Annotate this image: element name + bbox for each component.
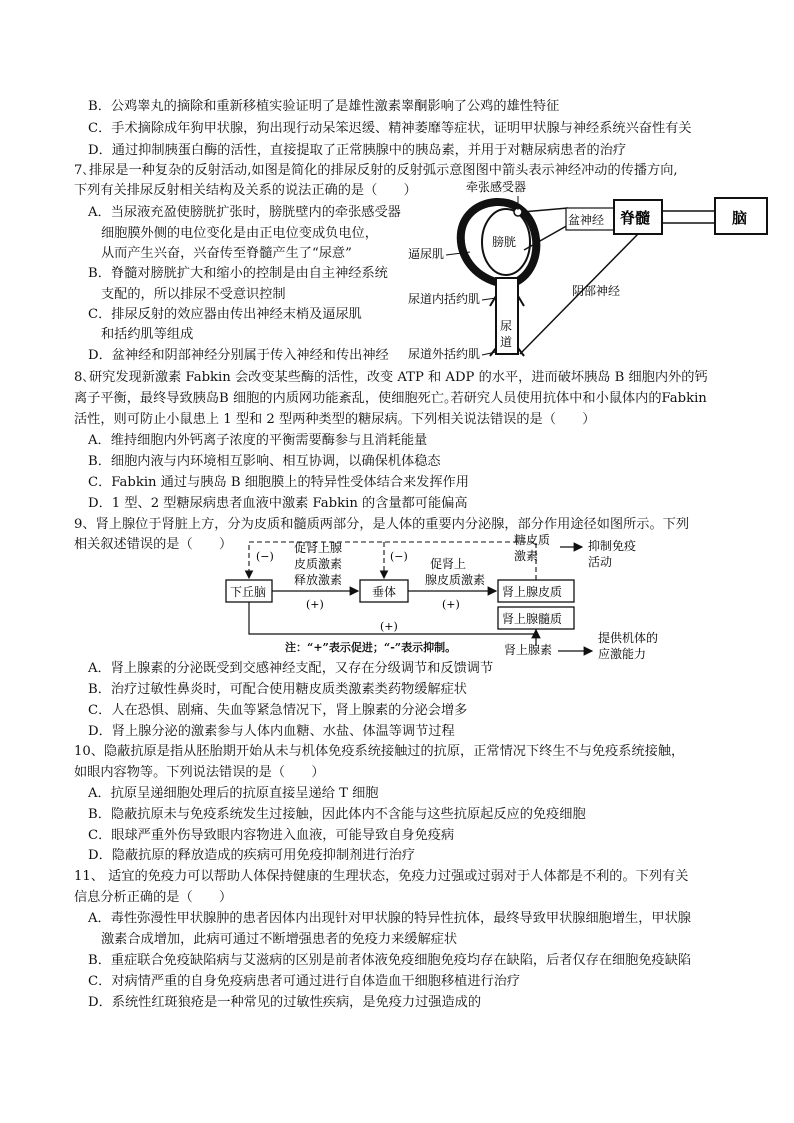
q11-stem-line2: 信息分析正确的是（ ） [74,890,233,905]
q10-option-c: C．眼球严重外伤导致眼内容物进入血液，可能导致自身免疫病 [88,828,455,843]
q9-option-d: D．肾上腺分泌的激素参与人体内血糖、水盐、体温等调节过程 [88,724,455,739]
q7-option-a-line1: A．当尿液充盈使膀胱扩张时，膀胱壁内的牵张感受器 [88,205,401,220]
q9-option-a: A．肾上腺素的分泌既受到交感神经支配，又存在分级调节和反馈调节 [88,661,494,676]
q8-option-c: C．Fabkin 通过与胰岛 B 细胞膜上的特异性受体结合来发挥作用 [88,475,469,490]
hypothalamus-label: 下丘脑 [230,585,267,599]
q11-option-c: C．对病情严重的自身免疫病患者可通过进行自体造血干细胞移植进行治疗 [88,974,521,989]
q8-stem-line2: 离子平衡，最终导致胰岛B 细胞的内质网功能紊乱，使细胞死亡｡若研究人员使用抗体中和小鼠体内的Fabkin [74,391,707,406]
q6-option-c: C．手术摘除成年狗甲状腺，狗出现行动呆笨迟缓、精神萎靡等症状，证明甲状腺与神经系统兴奋性有关 [88,121,692,136]
immune-label-2: 活动 [588,555,613,569]
q7-option-a-line2: 细胞膜外侧的电位变化是由正电位变成负电位， [101,226,378,241]
crh-label-3: 释放激素 [294,573,343,587]
q7-stem-line2: 下列有关排尿反射相关结构及关系的说法正确的是（ ） [74,183,417,198]
acth-label-2: 腺皮质激素 [425,573,486,587]
q6-option-b: B．公鸡睾丸的摘除和重新移植实验证明了是雄性激素睾酮影响了公鸡的雄性特征 [88,99,560,114]
q9-option-c: C．人在恐惧、剧痛、失血等紧急情况下，肾上腺素的分泌会增多 [88,703,468,718]
q10-stem-line2: 如眼内容物等。下列说法错误的是（ ） [74,765,325,780]
spinal-cord-label: 脊髓 [620,209,651,227]
stress-label-2: 应激能力 [598,647,647,660]
immune-label-1: 抑制免疫 [588,539,637,553]
neg-sign-2: (−) [390,550,408,563]
q11-option-a-line2: 激素合成增加，此病可通过不断增强患者的免疫力来缓解症状 [101,932,458,947]
q7-option-c-line2: 和括约肌等组成 [101,327,194,342]
q9-option-b: B．治疗过敏性鼻炎时，可配合使用糖皮质类激素类药物缓解症状 [88,682,467,697]
q8-stem-line1: 8､研究发现新激素 Fabkin 会改变某些酶的活性，改变 ATP 和 ADP 的水平，进而破坏胰岛 B 细胞内外的钙 [74,370,708,385]
q10-option-d: D．隐蔽抗原的释放造成的疾病可用免疫抑制剂进行治疗 [88,848,416,863]
q6-option-d: D．通过抑制胰蛋白酶的活性，直接提取了正常胰腺中的胰岛素，并用于对糖尿病患者的治疗 [88,143,627,158]
external-sphincter-label: 尿道外括约肌 [408,347,481,361]
pudendal-nerve-label: 阴部神经 [572,284,621,298]
q8-option-a: A．维持细胞内外钙离子浓度的平衡需要酶参与且消耗能量 [88,433,428,448]
stretch-receptor-label: 牵张感受器 [466,180,527,194]
pelvic-nerve-in [522,208,568,212]
pos-sign-1: (+) [306,598,324,611]
medulla-label: 肾上腺髓质 [502,612,563,626]
brain-label: 脑 [732,209,748,227]
reflex-arc-diagram [400,178,780,370]
neg-sign-1: (−) [256,550,274,563]
pos-sign-3: (+) [380,620,398,633]
q8-option-b: B．细胞内液与内环境相互影响、相互协调，以确保机体稳态 [88,454,441,469]
q7-option-b-line1: B．脊髓对膀胱扩大和缩小的控制是由自主神经系统 [88,266,388,281]
acth-label-1: 促肾上 [430,557,467,571]
q10-stem-line1: 10、隐蔽抗原是指从胚胎期开始从未与机体免疫系统接触过的抗原，正常情况下终生不与免疫系统接触， [74,744,685,759]
q7-option-b-line2: 支配的，所以排尿不受意识控制 [101,287,286,302]
q8-option-d: D．1 型、2 型糖尿病患者血液中激素 Fabkin 的含量都可能偏高 [88,496,468,511]
cortex-label: 肾上腺皮质 [502,585,563,599]
q9-figure-note: 注：“+”表示促进；“-”表示抑制。 [285,641,457,654]
q11-option-d: D．系统性红斑狼疮是一种常见的过敏性疾病，是免疫力过强造成的 [88,995,482,1010]
detrusor-label: 逼尿肌 [408,247,445,261]
stress-label-1: 提供机体的 [598,631,659,645]
q7-option-a-line3: 从而产生兴奋，兴奋传至脊髓产生了“尿意” [101,246,352,261]
urethra-label-2: 道 [500,335,513,349]
adrenaline-label: 肾上腺素 [504,643,553,657]
urethra-label-1: 尿 [500,319,513,333]
bladder-label: 膀胱 [492,235,517,249]
q10-option-b: B．隐蔽抗原未与免疫系统发生过接触，因此体内不含能与这些抗原起反应的免疫细胞 [88,807,586,822]
q11-stem-line1: 11、 适宜的免疫力可以帮助人体保持健康的生理状态，免疫力过强或过弱对于人体都是不利的。下列有关 [74,869,689,884]
q11-option-b: B．重症联合免疫缺陷病与艾滋病的区别是前者体液免疫细胞免疫均存在缺陷，后者仅存在细胞免疫缺陷 [88,953,692,968]
q9-stem-line2: 相关叙述错误的是（ ） [74,537,233,552]
glucocorticoid-label-2: 激素 [514,549,539,563]
pos-sign-2: (+) [442,598,460,611]
q7-stem-line1: 7､排尿是一种复杂的反射活动,如图是简化的排尿反射的反射弧示意图图中箭头表示神经冲动的传播方向, [74,163,678,178]
q9-stem-line1: 9、肾上腺位于肾脏上方，分为皮质和髓质两部分，是人体的重要内分泌腺，部分作用途径如图所示。下列 [74,517,690,532]
internal-sphincter-label: 尿道内括约肌 [408,292,481,306]
pelvic-nerve-label: 盆神经 [568,213,605,227]
q11-option-a-line1: A．毒性弥漫性甲状腺肿的患者因体内出现针对甲状腺的特异性抗体，最终导致甲状腺细胞增生，甲状腺 [88,911,691,926]
q7-option-c-line1: C．排尿反射的效应器由传出神经末梢及逼尿肌 [88,307,362,322]
q7-option-d: D．盆神经和阴部神经分别属于传入神经和传出神经 [88,348,389,363]
glucocorticoid-label-1: 糖皮质 [514,533,551,547]
crh-label-2: 皮质激素 [294,557,343,571]
crh-label-1: 促肾上腺 [294,541,343,555]
pituitary-label: 垂体 [372,585,397,599]
q10-option-a: A．抗原呈递细胞处理后的抗原直接呈递给 T 细胞 [88,786,379,801]
q8-stem-line3: 活性，则可防止小鼠患上 1 型和 2 型两种类型的糖尿病。下列相关说法错误的是（ ） [74,412,596,427]
